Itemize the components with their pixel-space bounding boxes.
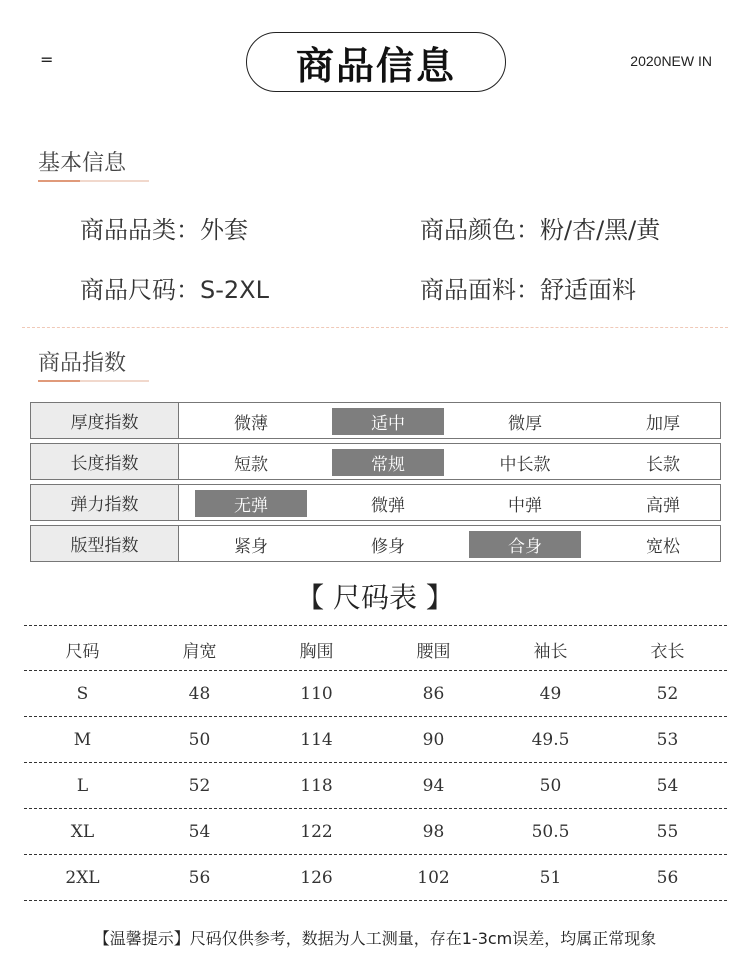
index-row: [30, 402, 721, 439]
size-table-cell: 50: [539, 776, 562, 796]
size-table-header: [24, 625, 727, 671]
size-table-cell: L: [76, 776, 89, 796]
size-table-cell: 102: [417, 868, 450, 888]
index-options: [179, 526, 720, 561]
index-options: [179, 444, 720, 479]
index-option: 修身: [371, 537, 405, 557]
index-option: 长款: [646, 455, 680, 475]
size-table-cell: 56: [656, 868, 679, 888]
size-table-cell: 48: [188, 684, 211, 704]
index-row-label: 版型指数: [31, 526, 179, 561]
index-option: 微弹: [371, 496, 405, 516]
basic-info-underline: [38, 180, 149, 182]
index-options: [179, 403, 720, 438]
index-option: 中弹: [508, 496, 542, 516]
index-option-selected: 无弹: [195, 490, 307, 517]
size-table-cell: 98: [422, 822, 445, 842]
size-table-row: [24, 763, 727, 809]
size-table-cell: 50: [188, 730, 211, 750]
size-table-cell: XL: [70, 822, 95, 842]
size-chart-table: [24, 625, 727, 901]
index-row: [30, 443, 721, 480]
size-table-header-cell: 尺码: [65, 641, 100, 662]
index-option: 中长款: [499, 455, 551, 475]
size-table-cell: 51: [539, 868, 562, 888]
size-table-row: [24, 717, 727, 763]
size-table-cell: 54: [188, 822, 211, 842]
new-in-tag: 2020NEW IN: [630, 53, 712, 69]
info-fabric: 商品面料：舒适面料: [420, 276, 636, 304]
index-option: 微厚: [508, 414, 542, 434]
size-table-row: [24, 809, 727, 855]
size-table-cell: 118: [300, 776, 333, 796]
size-table-header-cell: 肩宽: [182, 641, 217, 662]
size-table-cell: S: [76, 684, 89, 704]
size-table-header-cell: 衣长: [650, 641, 685, 662]
info-color: 商品颜色：粉/杏/黑/黄: [420, 216, 661, 244]
size-table-cell: 49: [539, 684, 562, 704]
size-table-row: [24, 671, 727, 717]
size-table-header-cell: 腰围: [416, 641, 451, 662]
page-title: 商品信息: [246, 32, 506, 92]
size-table-cell: 122: [300, 822, 333, 842]
size-table-cell: 50.5: [531, 822, 570, 842]
index-row-label: 厚度指数: [31, 403, 179, 438]
size-table-cell: 114: [300, 730, 333, 750]
size-table-cell: 49.5: [531, 730, 570, 750]
size-disclaimer: 【温馨提示】尺码仅供参考，数据为人工测量，存在1-3cm误差，均属正常现象: [93, 929, 657, 948]
size-table-cell: 2XL: [65, 868, 100, 888]
index-option: 短款: [234, 455, 268, 475]
size-table-cell: M: [73, 730, 92, 750]
product-index-heading: 商品指数: [38, 351, 127, 376]
size-chart-title: 【 尺码表 】: [296, 581, 454, 614]
size-table-cell: 94: [422, 776, 445, 796]
index-option-selected: 常规: [332, 449, 444, 476]
index-option-selected: 适中: [332, 408, 444, 435]
size-table-cell: 52: [188, 776, 211, 796]
size-table-cell: 56: [188, 868, 211, 888]
size-table-row: [24, 855, 727, 901]
section-divider: [22, 327, 728, 328]
size-table-cell: 52: [656, 684, 679, 704]
index-option: 高弹: [646, 496, 680, 516]
index-option: 紧身: [234, 537, 268, 557]
menu-icon[interactable]: =: [40, 50, 54, 69]
size-table-header-cell: 袖长: [533, 641, 568, 662]
index-option: 微薄: [234, 414, 268, 434]
product-index-underline: [38, 380, 149, 382]
info-size: 商品尺码：S-2XL: [80, 276, 269, 304]
info-category: 商品品类：外套: [80, 216, 248, 244]
index-row: [30, 525, 721, 562]
size-table-cell: 86: [422, 684, 445, 704]
size-table-cell: 90: [422, 730, 445, 750]
index-row-label: 长度指数: [31, 444, 179, 479]
size-table-cell: 53: [656, 730, 679, 750]
size-table-cell: 110: [300, 684, 333, 704]
index-option: 加厚: [646, 414, 680, 434]
size-table-cell: 55: [656, 822, 679, 842]
index-options: [179, 485, 720, 520]
index-option: 宽松: [646, 537, 680, 557]
size-table-cell: 126: [300, 868, 333, 888]
basic-info-heading: 基本信息: [38, 151, 127, 176]
index-row: [30, 484, 721, 521]
size-table-header-cell: 胸围: [299, 641, 334, 662]
index-row-label: 弹力指数: [31, 485, 179, 520]
size-table-cell: 54: [656, 776, 679, 796]
index-option-selected: 合身: [469, 531, 581, 558]
